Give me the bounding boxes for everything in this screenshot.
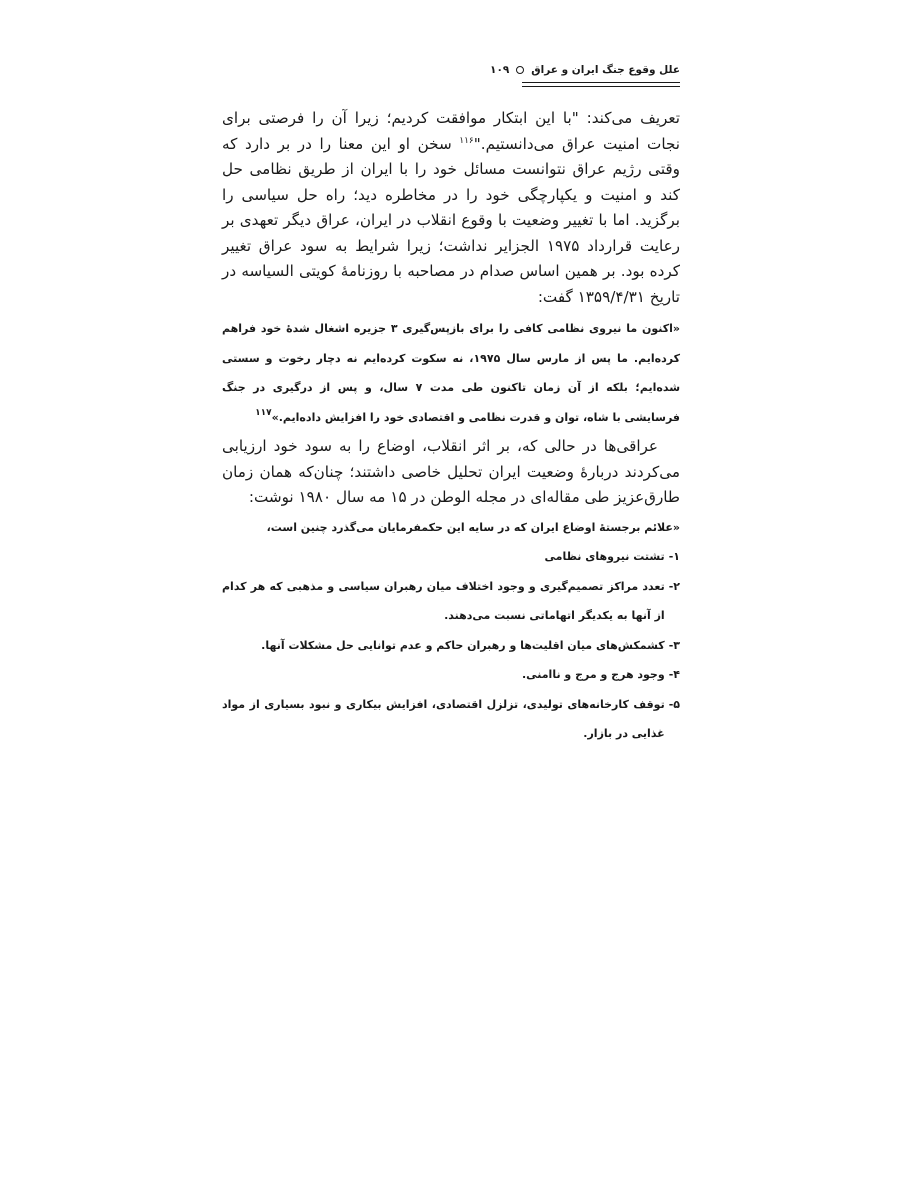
paragraph-1-text-a: تعریف می‌کند: "با این ابتکار موافقت کردیم؛ زیرا آن را فرصتی برای نجات امنیت عراق می‌دانستیم." [222,109,680,153]
circle-separator-icon [516,66,524,74]
list-item-number: ۱- [668,550,680,563]
list-item-text: وجود هرج و مرج و ناامنی. [521,668,665,681]
quote-saddam [222,314,680,432]
list-item [222,542,680,572]
list-item [222,572,680,631]
paragraph-1 [222,106,680,310]
book-page [222,60,680,749]
page-number: ۱۰۹ [490,64,510,76]
quote-saddam-text: «اکنون ما نیروی نظامی کافی را برای بازپس‌گیری ۳ جزیره اشغال شدهٔ خود فراهم کرده‌ایم. ما پس از مارس سال ۱۹۷۵، نه سکوت کرده‌ایم نه دچار رخوت و سستی شده‌ایم؛ بلکه از آن زمان تاکنون طی مدت ۷ سال، و پس از درگیری در جنگ فرسایشی با شاه، توان و قدرت نظامی و اقتصادی خود را افزایش داده‌ایم.» [222,322,681,424]
paragraph-2: عراقی‌ها در حالی که، بر اثر انقلاب، اوضاع را به سود خود ارزیابی می‌کردند دربارهٔ وضعیت ایران تحلیل خاصی داشتند؛ چنان‌که همان زمان طارق‌عزیز طی مقاله‌ای در مجله الوطن در ۱۵ مه سال ۱۹۸۰ نوشت: [222,437,680,506]
footnote-marker-116: ۱۱۶ [459,135,474,146]
paragraph-1-text-b: سخن او این معنا را در بر دارد که وقتی رژیم عراق نتوانست مسائل خود را با ایران از طریق نظامی حل کند و امنیت و یکپارچگی خود را در مخاطره دید؛ راه حل سیاسی را برگزید. اما با تغییر وضعیت با وقوع انقلاب در ایران، عراق دیگر تعهدی بر رعایت قرارداد ۱۹۷۵ الجزایر نداشت؛ زیرا شرایط به سود عراق تغییر کرده بود. بر همین اساس صدام در مصاحبه با روزنامهٔ کویتی السیاسه در تاریخ ۱۳۵۹/۴/۳۱ گفت: [222,134,680,306]
list-item [222,631,680,661]
page-body [222,106,680,749]
list-item-number: ۴- [668,668,680,681]
list-item-text: تعدد مراکز تصمیم‌گیری و وجود اختلاف میان رهبران سیاسی و مذهبی که هر کدام از آنها به یکدیگر اتهاماتی نسبت می‌دهند. [222,579,665,622]
list-item-number: ۵- [668,697,680,711]
list-item-text: تشتت نیروهای نظامی [544,550,665,563]
list-item-number: ۳- [668,638,680,652]
footnote-marker-117: ۱۱۷ [255,407,272,418]
list-item [222,660,680,690]
list-item-number: ۲- [668,579,680,593]
list-item-text: کشمکش‌های میان اقلیت‌ها و رهبران حاکم و عدم توانایی حل مشکلات آنها. [261,638,665,652]
list-item-text: توقف کارخانه‌های تولیدی، تزلزل اقتصادی، افزایش بیکاری و نبود بسیاری از مواد غذایی در بازار. [222,697,665,740]
quote-tariq-aziz-intro: «علائم برجستهٔ اوضاع ایران که در سایه این حکمفرمایان می‌گذرد چنین است، [266,520,680,534]
header-double-rule [522,82,680,87]
running-head [222,60,680,80]
signs-list [222,542,680,749]
list-item [222,690,680,749]
running-head-title: علل وقوع جنگ ایران و عراق [531,64,680,76]
